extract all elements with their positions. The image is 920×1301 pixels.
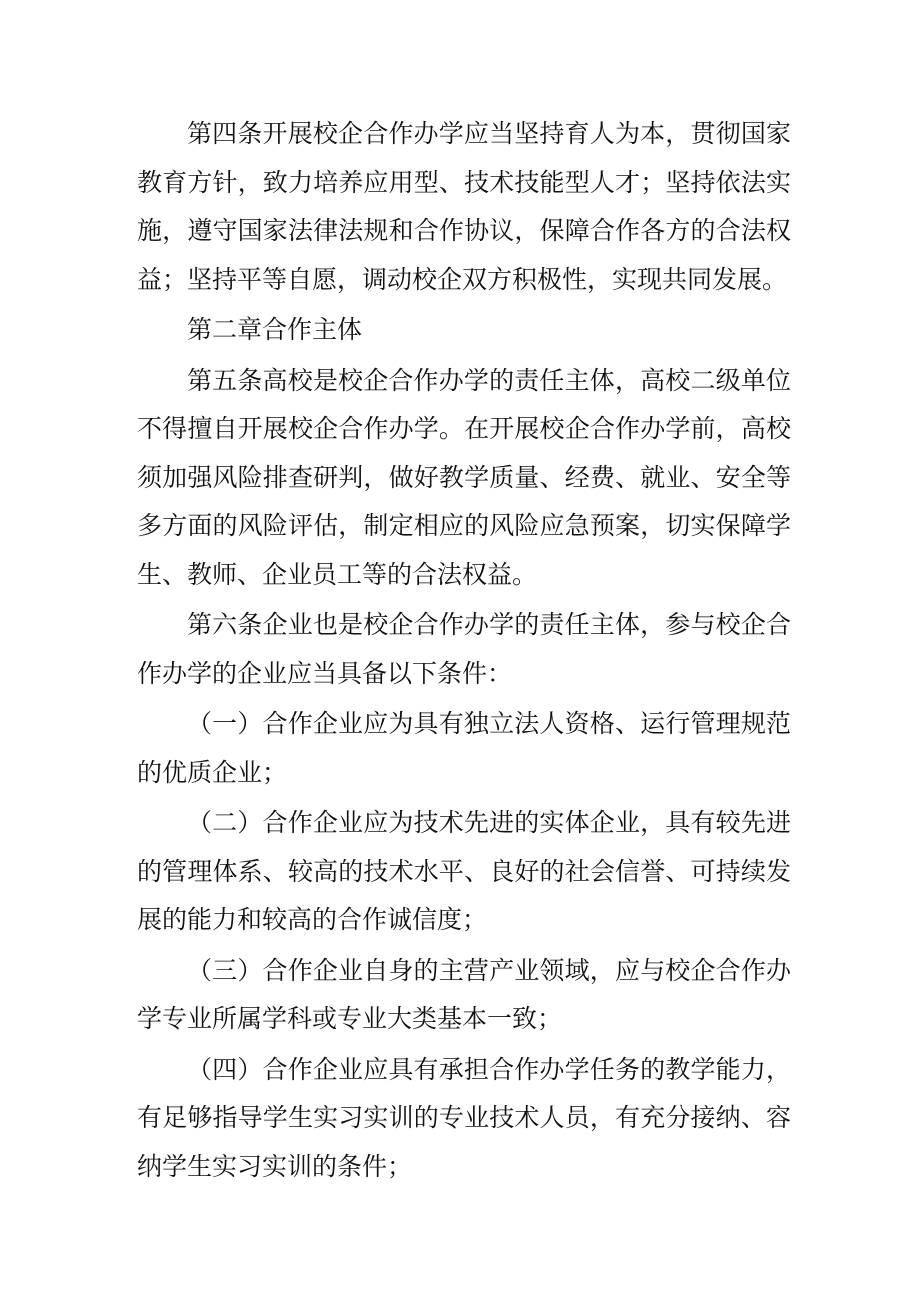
article-6-paragraph: 第六条企业也是校企合作办学的责任主体，参与校企合作办学的企业应当具备以下条件： [137, 610, 791, 688]
document-body [137, 110, 791, 1191]
condition-item-1: （一）合作企业应为具有独立法人资格、运行管理规范的优质企业； [137, 709, 791, 787]
condition-item-4: （四）合作企业应具有承担合作办学任务的教学能力，有足够指导学生实习实训的专业技术人员，有充分接纳、容纳学生实习实训的条件； [137, 1054, 791, 1181]
condition-item-3: （三）合作企业自身的主营产业领域，应与校企合作办学专业所属学科或专业大类基本一致； [137, 955, 791, 1033]
condition-item-2: （二）合作企业应为技术先进的实体企业，具有较先进的管理体系、较高的技术水平、良好的社会信誉、可持续发展的能力和较高的合作诚信度； [137, 808, 791, 934]
chapter-2-heading: 第二章合作主体 [187, 315, 363, 344]
article-5-paragraph: 第五条高校是校企合作办学的责任主体，高校二级单位不得擅自开展校企合作办学。在开展校企合作办学前，高校须加强风险排查研判，做好教学质量、经费、就业、安全等多方面的风险评估，制定相应的风险应急预案，切实保障学生、教师、企业员工等的合法权益。 [137, 365, 791, 589]
article-4-paragraph: 第四条开展校企合作办学应当坚持育人为本，贯彻国家教育方针，致力培养应用型、技术技能型人才；坚持依法实施，遵守国家法律法规和合作协议，保障合作各方的合法权益；坚持平等自愿，调动校企双方积极性，实现共同发展。 [137, 119, 791, 294]
